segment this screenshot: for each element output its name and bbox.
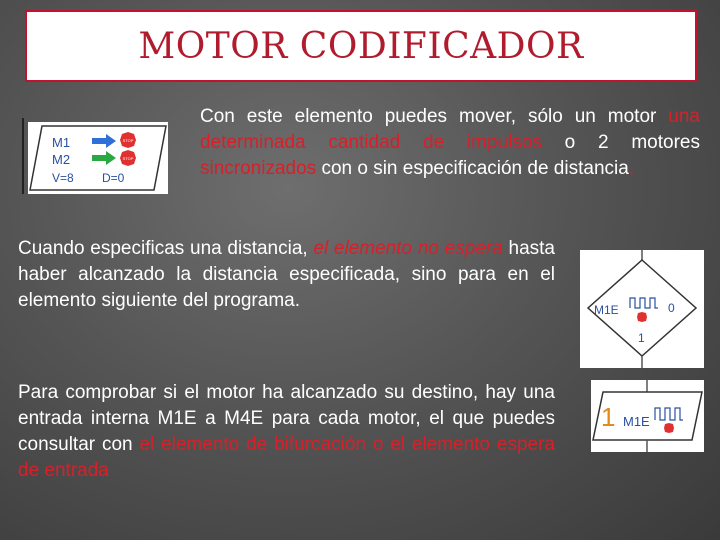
paragraph-intro: Con este elemento puedes mover, sólo un motor una determinada cantidad de impulsos o 2 motores sincronizados con o sin especificación de distancia. [200, 106, 700, 179]
wait-input-element-icon [591, 380, 704, 452]
branch-element-icon [580, 250, 704, 368]
slide-title: MOTOR CODIFICADOR [138, 25, 584, 67]
m1-label: M1 [52, 135, 71, 150]
branch-one-label: 1 [638, 331, 645, 345]
stop-sign-icon [120, 150, 136, 166]
branch-zero-label: 0 [668, 301, 675, 315]
d-label: D=0 [102, 171, 125, 185]
stop-sign-icon [120, 132, 136, 148]
motor-encoder-icon [28, 122, 168, 194]
paragraph-check: Para comprobar si el motor ha alcanzado su destino, hay una entrada interna M1E a M4E para cada motor, el que puedes consultar con el elemento de bifurcación o el elemento espera de entrada [18, 382, 555, 481]
wait-number-label: 1 [601, 402, 616, 432]
title-box [25, 10, 697, 82]
branch-m1e-label: M1E [594, 303, 619, 317]
m2-label: M2 [52, 152, 71, 167]
v-label: V=8 [52, 171, 74, 185]
stop-sign-icon [664, 423, 674, 433]
svg-text:STOP: STOP [122, 138, 134, 143]
svg-text:STOP: STOP [122, 156, 134, 161]
paragraph-distance: Cuando especificas una distancia, el elemento no espera hasta haber alcanzado la distancia especificada, sino para en el elemento siguiente del programa. [18, 238, 555, 311]
wait-m1e-label: M1E [623, 414, 650, 429]
stop-sign-icon [637, 312, 647, 322]
decorative-line [22, 118, 24, 194]
